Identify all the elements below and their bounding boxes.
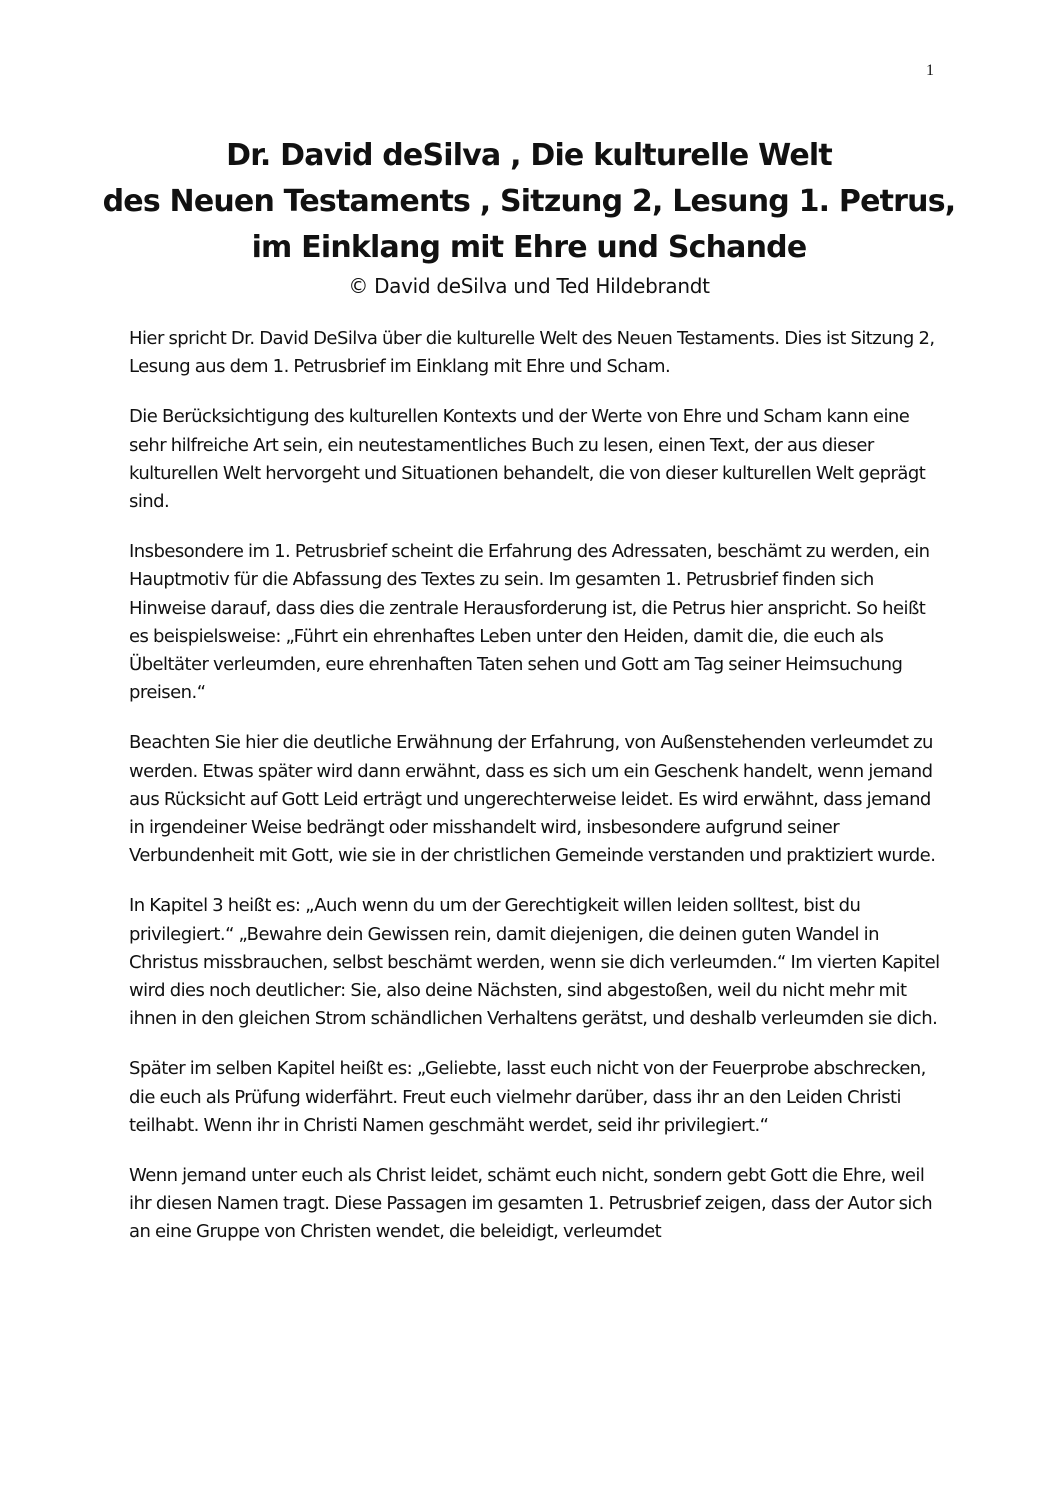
paragraph: Wenn jemand unter euch als Christ leidet, schämt euch nicht, sondern gebt Gott die Ehre, weil ihr diesen Namen tragt. Diese Passagen im gesamten 1. Petrusbrief zeigen, dass der Autor sich an eine Gruppe von Christen wendet, die beleidigt, verleumdet: [129, 1165, 933, 1243]
document-body: [129, 325, 941, 1269]
title-line-1: Dr. David deSilva , Die kulturelle Welt: [226, 138, 832, 173]
title-line-3: im Einklang mit Ehre und Schande: [251, 230, 807, 265]
page-number: 1: [926, 62, 934, 79]
paragraph: Insbesondere im 1. Petrusbrief scheint die Erfahrung des Adressaten, beschämt zu werden, ein Hauptmotiv für die Abfassung des Textes zu sein. Im gesamten 1. Petrusbrief finden sich Hinweise darauf, dass dies die zentrale Herausforderung ist, die Petrus hier anspricht. So heißt es beispielsweise: „Führt ein ehrenhaftes Leben unter den Heiden, damit die, die euch als Übeltäter verleumden, eure ehrenhaften Taten sehen und Gott am Tag seiner Heimsuchung preisen.“: [129, 541, 930, 704]
paragraph: Hier spricht Dr. David DeSilva über die kulturelle Welt des Neuen Testaments. Dies ist Sitzung 2, Lesung aus dem 1. Petrusbrief im Einklang mit Ehre und Scham.: [129, 328, 935, 378]
paragraph: Später im selben Kapitel heißt es: „Geliebte, lasst euch nicht von der Feuerprobe abschrecken, die euch als Prüfung widerfährt. Freut euch vielmehr darüber, dass ihr an den Leiden Christi teilhabt. Wenn ihr in Christi Namen geschmäht werdet, seid ihr privilegiert.“: [129, 1058, 926, 1136]
title-line-2: des Neuen Testaments , Sitzung 2, Lesung 1. Petrus,: [102, 184, 956, 219]
document-title-block: [60, 133, 998, 300]
paragraph: Die Berücksichtigung des kulturellen Kontexts und der Werte von Ehre und Scham kann eine sehr hilfreiche Art sein, ein neutestamentliches Buch zu lesen, einen Text, der aus dieser kulturellen Welt hervorgeht und Situationen behandelt, die von dieser kulturellen Welt geprägt sind.: [129, 406, 926, 513]
paragraph: In Kapitel 3 heißt es: „Auch wenn du um der Gerechtigkeit willen leiden solltest, bist du privilegiert.“ „Bewahre dein Gewissen rein, damit diejenigen, die deinen guten Wandel in Christus missbrauchen, selbst beschämt werden, wenn sie dich verleumden.“ Im vierten Kapitel wird dies noch deutlicher: Sie, also deine Nächsten, sind abgestoßen, weil du nicht mehr mit ihnen in den gleichen Strom schändlichen Verhaltens gerätst, und deshalb verleumden sie dich.: [129, 895, 940, 1030]
paragraph: Beachten Sie hier die deutliche Erwähnung der Erfahrung, von Außenstehenden verleumdet zu werden. Etwas später wird dann erwähnt, dass es sich um ein Geschenk handelt, wenn jemand aus Rücksicht auf Gott Leid erträgt und ungerechterweise leidet. Es wird erwähnt, dass jemand in irgendeiner Weise bedrängt oder misshandelt wird, insbesondere aufgrund seiner Verbundenheit mit Gott, wie sie in der christlichen Gemeinde verstanden und praktiziert wurde.: [129, 732, 936, 867]
copyright-line: © David deSilva und Ted Hildebrandt: [348, 274, 710, 298]
